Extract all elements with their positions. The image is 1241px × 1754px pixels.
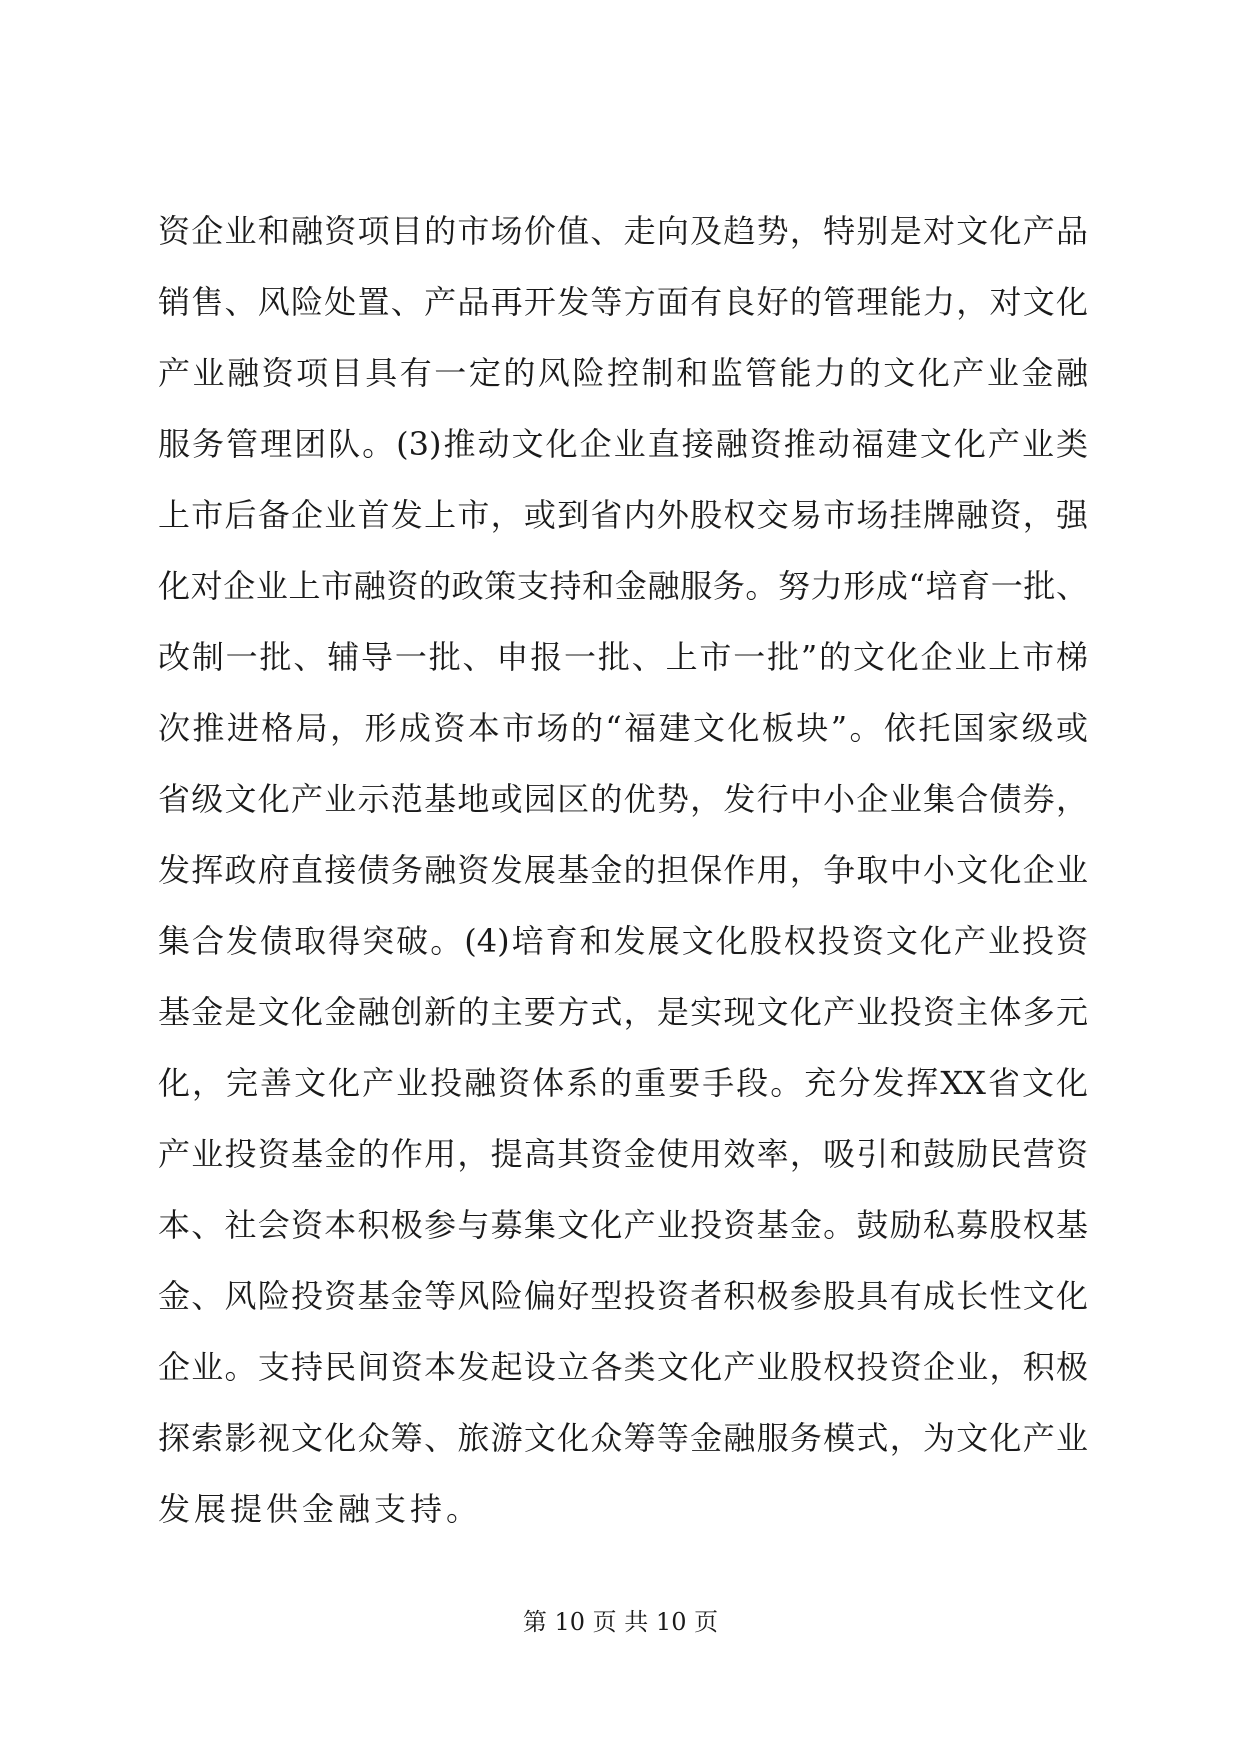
text-line: 集合发债取得突破。(4)培育和发展文化股权投资文化产业投资 [158,922,1088,960]
text-line: 次推进格局，形成资本市场的“福建文化板块”。依托国家级或 [158,709,1088,747]
text-line: 企业。支持民间资本发起设立各类文化产业股权投资企业，积极 [158,1348,1088,1386]
text-line: 产业融资项目具有一定的风险控制和监管能力的文化产业金融 [158,354,1088,392]
text-line: 产业投资基金的作用，提高其资金使用效率，吸引和鼓励民营资 [158,1135,1088,1173]
text-line: 服务管理团队。(3)推动文化企业直接融资推动福建文化产业类 [158,425,1088,463]
text-line: 探索影视文化众筹、旅游文化众筹等金融服务模式，为文化产业 [158,1419,1088,1457]
text-line: 发挥政府直接债务融资发展基金的担保作用，争取中小文化企业 [158,851,1088,889]
text-line: 基金是文化金融创新的主要方式，是实现文化产业投资主体多元 [158,993,1088,1031]
text-line: 金、风险投资基金等风险偏好型投资者积极参股具有成长性文化 [158,1277,1088,1315]
text-line: 本、社会资本积极参与募集文化产业投资基金。鼓励私募股权基 [158,1206,1088,1244]
text-line: 上市后备企业首发上市，或到省内外股权交易市场挂牌融资，强 [158,496,1088,534]
text-line: 省级文化产业示范基地或园区的优势，发行中小企业集合债券， [158,780,1088,818]
text-line: 发展提供金融支持。 [158,1490,483,1528]
text-line: 改制一批、辅导一批、申报一批、上市一批”的文化企业上市梯 [158,638,1088,676]
text-line: 化对企业上市融资的政策支持和金融服务。努力形成“培育一批、 [158,567,1088,605]
text-line: 资企业和融资项目的市场价值、走向及趋势，特别是对文化产品 [158,212,1088,250]
text-line: 销售、风险处置、产品再开发等方面有良好的管理能力，对文化 [158,283,1088,321]
page-footer: 第 10 页 共 10 页 [522,1608,719,1636]
text-line: 化，完善文化产业投融资体系的重要手段。充分发挥XX省文化 [158,1064,1088,1102]
body-text [158,196,1088,1545]
